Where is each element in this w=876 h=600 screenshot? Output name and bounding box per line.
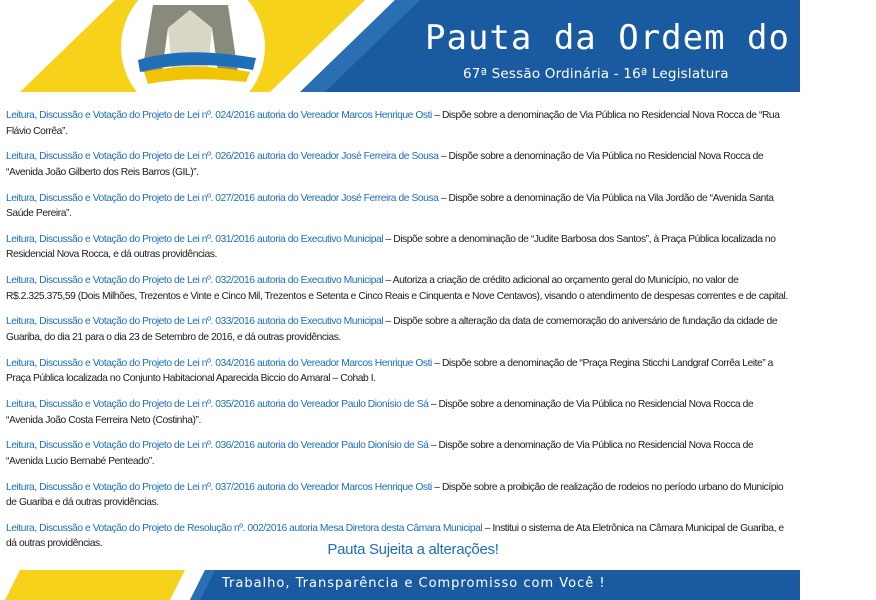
agenda-item-title: Leitura, Discussão e Votação do Projeto de Resolução nº. 002/2016 autoria Mesa Diretora desta Câmara Municipal	[6, 522, 483, 534]
agenda-item-2	[6, 149, 792, 180]
footer-banner	[0, 570, 800, 600]
agenda-item-description: – Dispõe sobre a denominação de Via Pública na Vila Jordão de “Avenida Santa Saúde Pereira”.	[6, 192, 774, 220]
agenda-item-5	[6, 273, 792, 304]
agenda-item-description: – Dispõe sobre a alteração da data de comemoração do aniversário de fundação da cidade de Guariba, do dia 21 para o dia 23 de Setembro de 2016, e dá outras providências.	[6, 316, 778, 343]
agenda-item-description: – Dispõe sobre a denominação de Via Pública no Residencial Nova Rocca de “Avenida João Gilberto dos Reis Barros (GIL)”.	[6, 151, 764, 178]
chamber-logo	[118, 0, 268, 92]
agenda-item-7	[6, 356, 792, 387]
agenda-item-title: Leitura, Discussão e Votação do Projeto de Lei nº. 027/2016 autoria do Vereador José Ferreira de Sousa	[6, 192, 439, 204]
agenda-item-title: Leitura, Discussão e Votação do Projeto de Lei nº. 026/2016 autoria do Vereador José Ferreira de Sousa	[6, 151, 439, 163]
agenda-item-description: – Autoriza a criação de crédito adicional ao orçamento geral do Município, no valor de R$.2.325.375,59 (Dois Milhões, Trezentos e Vinte e Cinco Mil, Trezentos e Setenta e Cinco Reais e Cinquenta e Nove Centavos), visando o atendimento de despesas correntes e de capital.	[6, 275, 788, 302]
agenda-item-description: – Institui o sistema de Ata Eletrônica na Câmara Municipal de Guariba, e dá outras providências.	[6, 522, 784, 550]
agenda-item-10	[6, 480, 792, 511]
agenda-item-title: Leitura, Discussão e Votação do Projeto de Lei nº. 033/2016 autoria do Executivo Municipal	[6, 316, 384, 328]
footer-slogan: Trabalho, Transparência e Compromisso com Você !	[222, 576, 606, 591]
agenda-item-title: Leitura, Discussão e Votação do Projeto de Lei nº. 035/2016 autoria do Vereador Paulo Dionísio de Sá	[6, 399, 429, 411]
agenda-item-6	[6, 314, 792, 345]
agenda-item-9	[6, 438, 792, 469]
agenda-item-title: Leitura, Discussão e Votação do Projeto de Lei nº. 024/2016 autoria do Vereador Marcos Henrique Osti	[6, 110, 432, 121]
agenda-item-description: – Dispõe sobre a denominação de Via Pública no Residencial Nova Rocca de “Avenida Lucio Bernabé Penteado”.	[6, 440, 754, 467]
session-subtitle: 67ª Sessão Ordinária - 16ª Legislatura	[463, 66, 729, 82]
agenda-item-description: – Dispõe sobre a denominação de “Praça Regina Sticchi Landgraf Corrêa Leite” a Praça Pública localizada no Conjunto Habitacional Aparecida Biccio do Amaral – Cohab I.	[6, 357, 773, 385]
agenda-list	[6, 108, 792, 562]
agenda-item-title: Leitura, Discussão e Votação do Projeto de Lei nº. 031/2016 autoria do Executivo Municipal	[6, 233, 384, 245]
header-banner	[0, 0, 876, 92]
agenda-item-description: – Dispõe sobre a denominação de “Judite Barbosa dos Santos”, à Praça Pública localizada no Residencial Nova Rocca, e dá outras providências.	[6, 233, 776, 261]
agenda-item-title: Leitura, Discussão e Votação do Projeto de Lei nº. 032/2016 autoria do Executivo Municipal	[6, 275, 384, 287]
page-title: Pauta da Ordem do Dia	[425, 18, 876, 58]
agenda-item-8	[6, 397, 792, 428]
agenda-item-title: Leitura, Discussão e Votação do Projeto de Lei nº. 034/2016 autoria do Vereador Marcos Henrique Osti	[6, 357, 432, 369]
agenda-item-4	[6, 232, 792, 263]
agenda-item-description: – Dispõe sobre a denominação de Via Pública no Residencial Nova Rocca de “Avenida João Costa Ferreira Neto (Costinha)”.	[6, 399, 754, 426]
agenda-notice: Pauta Sujeita a alterações!	[327, 541, 499, 558]
agenda-item-description: – Dispõe sobre a denominação de Via Pública no Residencial Nova Rocca de “Rua Flávio Corrêa”.	[6, 110, 780, 137]
agenda-item-3	[6, 191, 792, 222]
agenda-item-title: Leitura, Discussão e Votação do Projeto de Lei nº. 037/2016 autoria do Vereador Marcos Henrique Osti	[6, 481, 432, 493]
agenda-item-title: Leitura, Discussão e Votação do Projeto de Lei nº. 036/2016 autoria do Vereador Paulo Dionísio de Sá	[6, 440, 429, 452]
agenda-item-1	[6, 108, 792, 139]
agenda-item-description: – Dispõe sobre a proibição de realização de rodeios no período urbano do Município de Guariba e dá outras providências.	[6, 481, 784, 509]
